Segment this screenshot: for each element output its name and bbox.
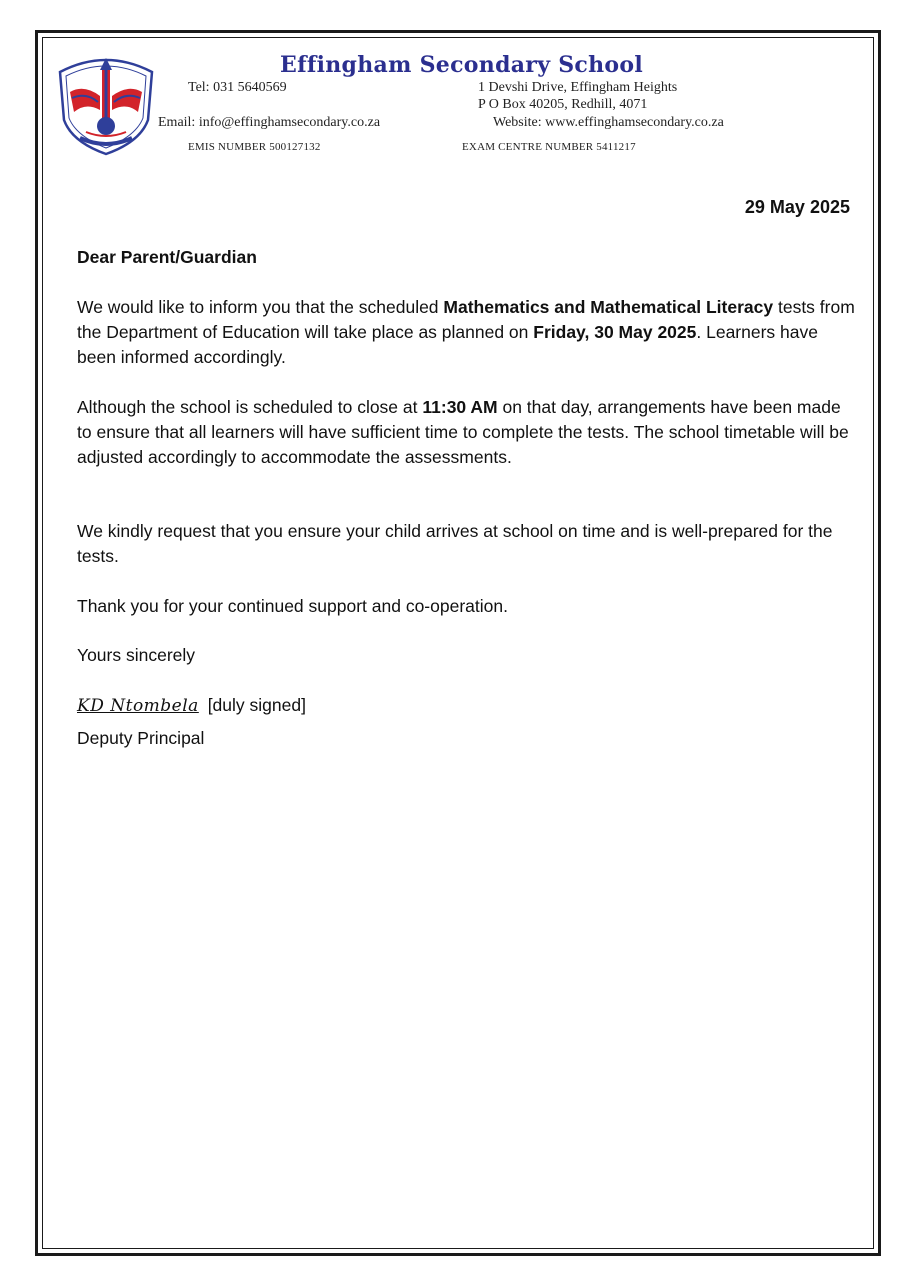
p2-text-c: on that day, arrangements have been made to ensure that all learners will have sufficient time to complete the tests. The school timetable will be adjusted accordingly to accommodate the assessments. <box>77 397 849 467</box>
p2-close-time: 11:30 AM <box>422 397 498 417</box>
signatory-role: Deputy Principal <box>77 728 205 748</box>
school-address-line1: 1 Devshi Drive, Effingham Heights <box>478 80 678 95</box>
p1-subject: Mathematics and Mathematical Literacy <box>443 297 774 317</box>
school-tel: Tel: 031 5640569 <box>188 80 287 95</box>
school-name: Effingham Secondary School <box>280 52 644 78</box>
letter-date: 29 May 2025 <box>744 197 850 217</box>
paragraph-1 <box>77 295 857 370</box>
p1-text-e: . Learners have been informed accordingly. <box>77 322 818 367</box>
signature-line <box>77 695 306 716</box>
p1-text-c: tests from the Department of Education will take place as planned on <box>77 297 855 342</box>
emis-number: EMIS NUMBER 500127132 <box>188 141 321 153</box>
signed-note: [duly signed] <box>207 695 306 715</box>
signature: KD Ntombela <box>77 696 199 716</box>
school-website: Website: www.effinghamsecondary.co.za <box>493 115 724 130</box>
salutation: Dear Parent/Guardian <box>77 247 257 267</box>
exam-centre-number: EXAM CENTRE NUMBER 5411217 <box>462 141 636 153</box>
school-email: Email: info@effinghamsecondary.co.za <box>158 115 381 130</box>
p2-text-a: Although the school is scheduled to close at <box>77 397 423 417</box>
closing: Yours sincerely <box>77 645 196 665</box>
p1-test-date: Friday, 30 May 2025 <box>533 322 697 342</box>
school-address-line2: P O Box 40205, Redhill, 4071 <box>478 97 648 112</box>
p1-text-a: We would like to inform you that the scheduled <box>77 297 444 317</box>
paragraph-2 <box>77 395 857 470</box>
paragraph-3: We kindly request that you ensure your child arrives at school on time and is well-prepared for the tests. <box>77 521 833 566</box>
school-crest-icon <box>50 50 162 158</box>
paragraph-4: Thank you for your continued support and co-operation. <box>77 596 508 616</box>
